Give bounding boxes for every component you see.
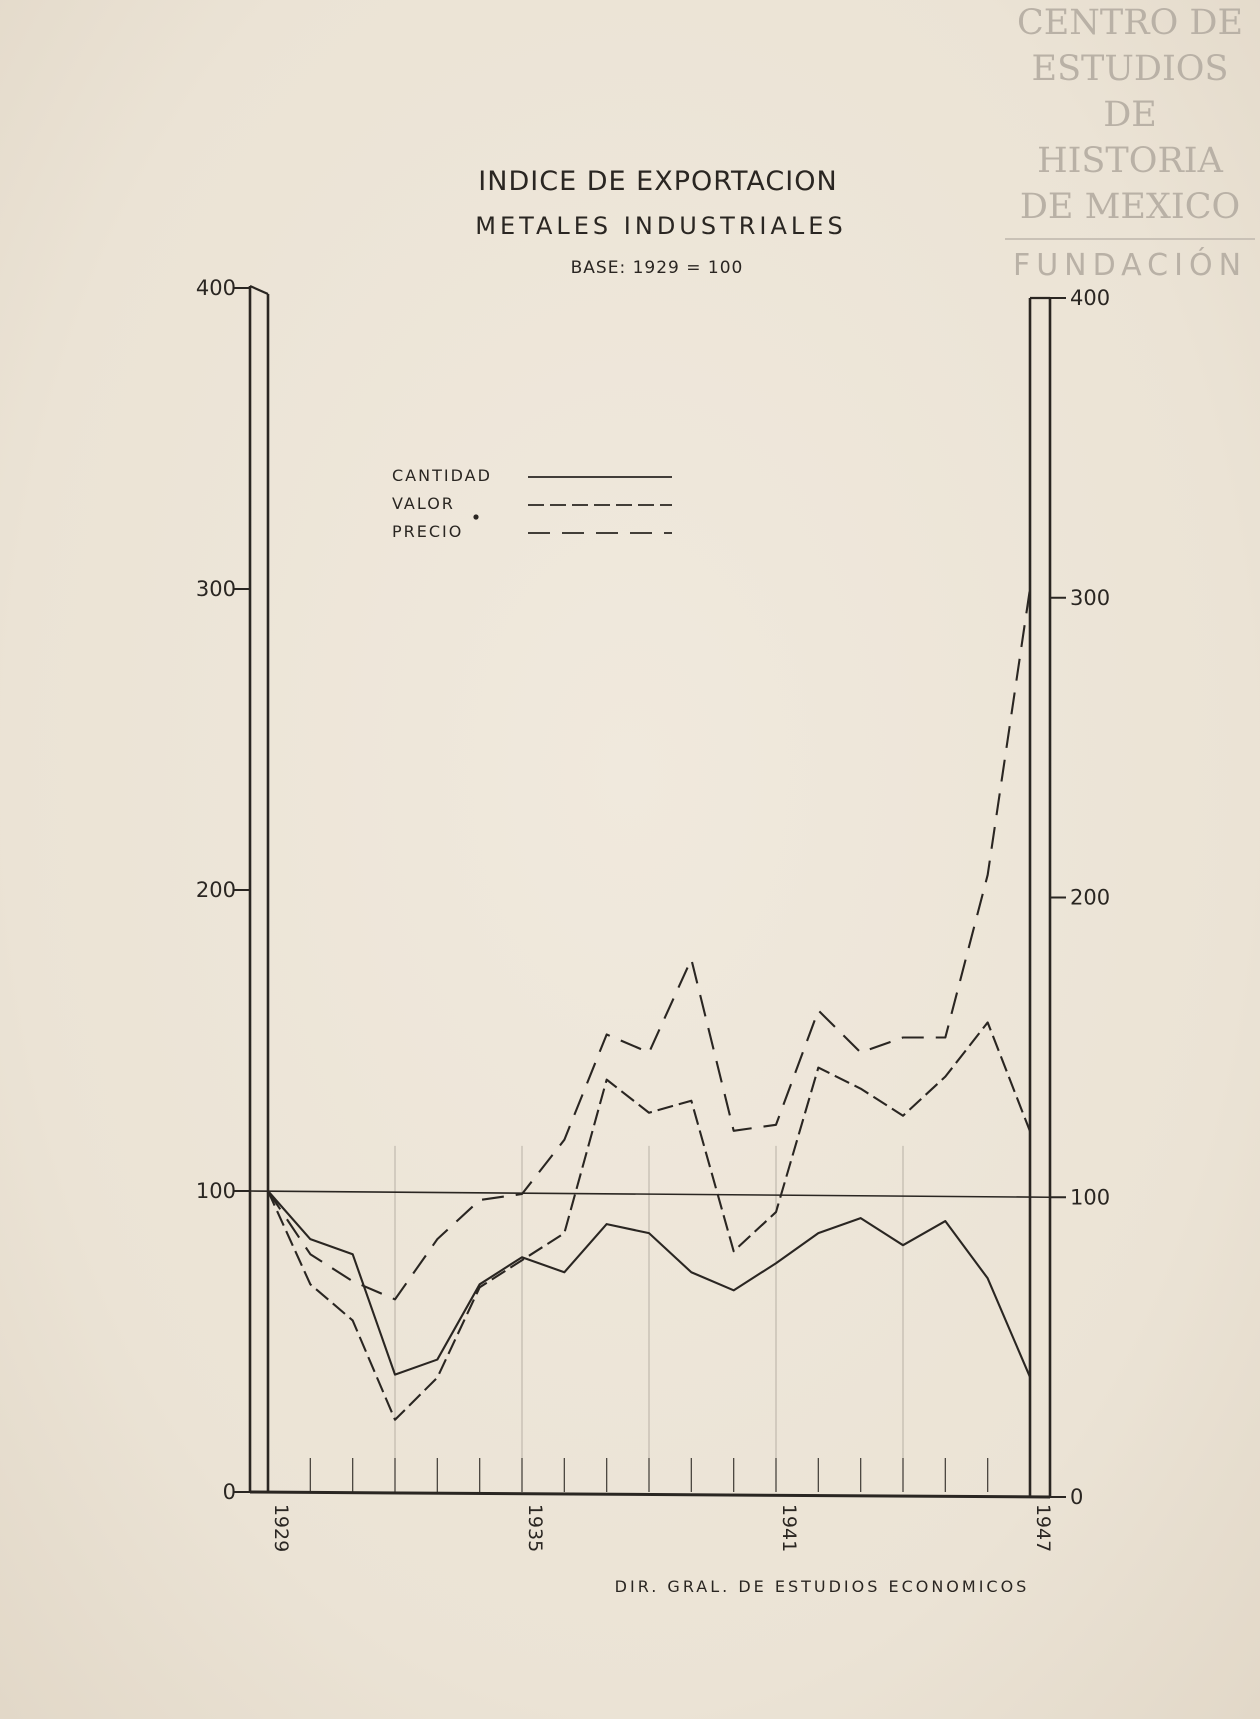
legend	[392, 466, 672, 541]
reference-line-100	[250, 1191, 1050, 1197]
reference-line	[250, 1191, 1050, 1197]
left-tick-label-300: 300	[195, 577, 236, 601]
x-tick-label-1941: 1941	[778, 1503, 800, 1553]
legend-label-valor: VALOR	[392, 494, 455, 513]
legend-label-cantidad: CANTIDAD	[392, 466, 492, 485]
x-tick-labels	[270, 1504, 1054, 1552]
base-note: BASE: 1929 = 100	[570, 258, 744, 278]
left-axis-cap	[250, 286, 268, 294]
watermark-rule	[1005, 238, 1255, 240]
year-ticks	[310, 1458, 987, 1492]
watermark-foundation: FUNDACIÓN	[1012, 248, 1248, 283]
source-note: DIR. GRAL. DE ESTUDIOS ECONOMICOS	[614, 1577, 1030, 1596]
vertical-gridlines	[395, 1146, 903, 1492]
x-tick-label-1947: 1947	[1032, 1503, 1054, 1553]
base-axis	[250, 1492, 1050, 1497]
watermark-line-1: CENTRO DE	[1016, 3, 1244, 43]
chart-title: INDICE DE EXPORTACION	[478, 166, 838, 197]
axes	[250, 286, 1050, 1497]
right-tick-label-300: 300	[1070, 585, 1111, 610]
left-tick-label-200: 200	[195, 878, 236, 902]
right-tick-label-400: 400	[1070, 286, 1111, 310]
x-tick-label-1929: 1929	[270, 1503, 292, 1553]
chart-title-group	[475, 166, 846, 278]
y-tick-labels	[196, 276, 1110, 1509]
legend-label-precio: PRECIO	[392, 522, 464, 541]
watermark-line-4: DE MEXICO	[1019, 187, 1241, 227]
legend-dot-mark	[473, 514, 478, 519]
archive-watermark	[1005, 0, 1255, 290]
right-tick-label-200: 200	[1070, 885, 1111, 910]
watermark-line-2: ESTUDIOS	[1031, 49, 1229, 89]
right-tick-label-0: 0	[1070, 1485, 1084, 1509]
x-tick-label-1935: 1935	[524, 1503, 546, 1553]
chart-subtitle: METALES INDUSTRIALES	[475, 212, 847, 240]
left-tick-label-100: 100	[195, 1179, 236, 1203]
right-tick-label-100: 100	[1070, 1185, 1111, 1210]
left-tick-label-0: 0	[222, 1480, 236, 1504]
watermark-line-3: DE HISTORIA	[1037, 95, 1223, 181]
left-tick-label-400: 400	[195, 276, 236, 300]
